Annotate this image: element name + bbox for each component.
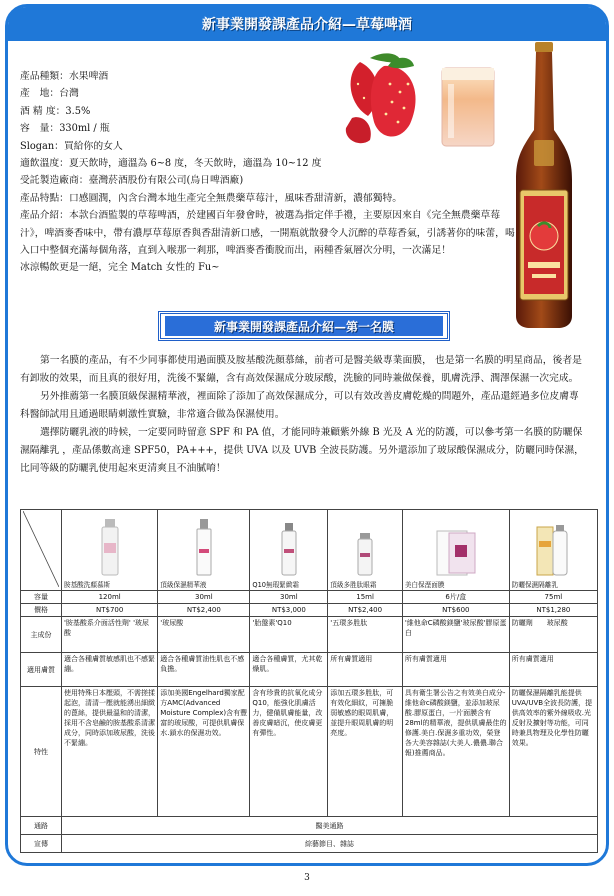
skin-row xyxy=(21,653,598,687)
corner-cell xyxy=(21,510,62,591)
row-label: 宣傳 xyxy=(21,835,62,853)
feature-cell: 含有珍貴的抗氧化成分Q10，能強化肌膚活力，健備肌膚能量，改善皮膚暗沉，使皮膚更有彈性。 xyxy=(250,687,328,817)
skin-cell: 所有膚質適用 xyxy=(328,653,403,687)
product-name: 頂級保濕精華液 xyxy=(160,581,207,589)
beer-type-value: 水果啤酒 xyxy=(68,71,109,82)
ingredient-cell: '玻尿酸 xyxy=(158,617,250,653)
ingredient-cell: '維他命C磷酸鎂鹽'玻尿酸'膠原蛋白 xyxy=(402,617,509,653)
page-title: 新事業開發課產品介紹—草莓啤酒 xyxy=(202,17,412,33)
page-title-banner xyxy=(8,7,606,41)
price-row xyxy=(21,604,598,617)
beer-intro-label: 產品介紹： xyxy=(20,210,69,222)
comparison-table-wrapper xyxy=(20,509,598,853)
volume-cell: 30ml xyxy=(250,591,328,604)
ingredient-row xyxy=(21,617,598,653)
product-cell xyxy=(402,510,509,591)
volume-cell: 15ml xyxy=(328,591,403,604)
page-number: 3 xyxy=(304,873,310,883)
beer-origin-value: 台灣 xyxy=(59,88,79,100)
beer-maker-label: 受託製造廠商： xyxy=(20,175,89,187)
ingredient-cell: '胎盤素'Q10 xyxy=(250,617,328,653)
section-banner xyxy=(158,311,450,341)
product-image xyxy=(252,513,325,577)
row-label: 通路 xyxy=(21,817,62,835)
product-cell xyxy=(509,510,597,591)
volume-cell: 75ml xyxy=(509,591,597,604)
feature-row xyxy=(21,687,598,817)
beer-alcohol-value: 3.5% xyxy=(65,105,91,117)
price-cell: NT$2,400 xyxy=(328,604,403,617)
skin-cell: 所有膚質適用 xyxy=(402,653,509,687)
section-title: 新事業開發課產品介紹—第一名膜 xyxy=(165,316,443,336)
promo-cell: 綜藝節目、雜誌 xyxy=(62,835,598,853)
beer-temp-value: 夏天飲時，適溫為 6~8 度，冬天飲時，適溫為 10~12 度 xyxy=(68,158,322,170)
product-image-row xyxy=(21,510,598,591)
channel-cell: 醫美通路 xyxy=(62,817,598,835)
feature-cell: 具有衛生署公告之有效美白成分-維他命c磷酸鎂鹽，並添加玻尿酸.膠原蛋白，一片面膜含有28ml的精華液，提供肌膚最佳的修護.美白.保濕多重功效，榮登各大美容雜誌(大美人.儂儂.聯合報)推薦商品。 xyxy=(402,687,509,817)
beer-feature-row xyxy=(20,190,540,207)
beer-origin-label: 產 地： xyxy=(20,88,60,100)
price-cell: NT$2,400 xyxy=(158,604,250,617)
beer-volume-label: 容 量： xyxy=(20,123,60,135)
beer-bottle-image xyxy=(508,40,580,330)
row-label: 價格 xyxy=(21,604,62,617)
comparison-table xyxy=(20,509,598,853)
volume-cell: 30ml xyxy=(158,591,250,604)
mask-paragraph-1: 第一名膜的產品，有不少同事都使用過面膜及胺基酸洗顏慕絲，前者可是醫美級專業面膜， 也是第一名膜的明星商品，後者是有卸妝的效果，而且真的很好用，洗後不緊繃，含有高效保濕成分玻尿酸，洗臉的同時兼做保養，肌膚洗淨、潤澤保濕一次完成。 xyxy=(20,355,582,384)
price-cell: NT$3,000 xyxy=(250,604,328,617)
feature-cell: 防曬保濕隔離乳能提供UVA/UVB全波長防護，提供高效率的紫外線吸收.光反射及擴射等功能，可同時兼具物理及化學性防曬效果。 xyxy=(509,687,597,817)
beer-alcohol-label: 酒 精 度： xyxy=(20,105,66,117)
strawberry-image xyxy=(340,44,430,154)
feature-cell: 添加五環多胜肽，可有效化細紋，可擁脆弱敏感的眼周肌膚，並提升眼周肌膚的明亮度。 xyxy=(328,687,403,817)
skin-cell: 適合各種膚質油性肌也不感負擔。 xyxy=(158,653,250,687)
feature-cell: 使用特殊日本壓頭，不需搓揉起泡，清清一壓就能湧出細緻的蓖絲，提供最溫和的清潔，採用不含皂鹼的胺基酸系清潔成分，同時添加玻尿酸，洗後不緊繃。 xyxy=(62,687,158,817)
beer-tagline: 冰涼暢飲更是一絕，完全 Match 女性的 Fu~ xyxy=(20,262,220,274)
product-image xyxy=(330,513,400,577)
beer-maker-value: 臺灣菸酒股份有限公司(烏日啤酒廠) xyxy=(88,175,244,187)
mask-description xyxy=(20,352,586,478)
mask-paragraph-3: 選擇防曬乳液的時候，一定要同時留意 SPF 和 PA 值，才能同時兼顧紫外線 B 光及 A 光的防護，可以參考第一名膜的防曬保濕隔離乳 ，產品係數高達 SPF50，PA+++，提供 UVA 以及 UVB 全波長防護。另外還添加了玻尿酸保濕成分，防曬同時保濕，比同等級的防曬乳使用起來更清爽且不油膩唷！ xyxy=(20,427,584,474)
row-label: 適用膚質 xyxy=(21,653,62,687)
volume-row xyxy=(21,591,598,604)
beer-intro-row xyxy=(20,207,520,259)
feature-cell: 添加美國Engelhard獨家配方AMC(Advanced Moisture Complex)含有豐富的玻尿酸，可提供肌膚保水.鎖水的保濕功效。 xyxy=(158,687,250,817)
row-label: 特性 xyxy=(21,687,62,817)
row-label: 容量 xyxy=(21,591,62,604)
product-name: 頂級多胜肽眼霜 xyxy=(330,581,377,589)
skin-cell: 適合各種膚質，尤其乾燥肌。 xyxy=(250,653,328,687)
channel-row xyxy=(21,817,598,835)
skin-cell: 適合各種膚質敏感肌也不感緊繃。 xyxy=(62,653,158,687)
beer-maker-row xyxy=(20,172,540,189)
mask-paragraph-2: 另外推薦第一名膜頂級保濕精華液，裡面除了添加了高效保濕成分，可以有效改善皮膚乾燥的問題外，產品還經過多位皮膚專科醫師試用且通過眼睛刺激性實驗，非常適合做為保濕使用。 xyxy=(20,391,579,420)
beer-temp-row xyxy=(20,155,540,172)
product-cell xyxy=(328,510,403,591)
price-cell: NT$1,280 xyxy=(509,604,597,617)
beer-slogan-label: Slogan： xyxy=(20,140,64,152)
product-cell xyxy=(250,510,328,591)
product-image xyxy=(160,513,247,577)
product-name: 防曬保濕隔離乳 xyxy=(511,581,558,589)
promo-row xyxy=(21,835,598,853)
beer-type-label: 產品種類： xyxy=(20,71,69,82)
ingredient-cell: '胺基酸系介面活性劑' '玻尿酸 xyxy=(62,617,158,653)
product-image xyxy=(64,513,155,577)
beer-feature-value: 口感圓潤，內含台灣本地生產完全無農藥草莓汁，風味香甜清新，濃郁獨特。 xyxy=(68,192,403,204)
corner-diagonal xyxy=(23,511,59,587)
row-label: 主成份 xyxy=(21,617,62,653)
beer-intro-value: 本款台酒監製的草莓啤酒，於建國百年發會時，被選為指定伴手禮，主要原因來自《完全無農藥草莓汁》，啤酒麥香味中，帶有濃厚草莓原香與香甜清新口感，一開瓶就散發令人沉醉的草莓香氣，引誘著你的味蕾，喝入口中整個充滿每個角落，直到入喉那一剎那，啤酒麥香衝脫而出，兩種香氣層次分明，一次滿足！ xyxy=(20,210,515,257)
product-name: Q10無瑕緊緻霜 xyxy=(252,581,299,589)
product-cell xyxy=(158,510,250,591)
product-name: 胺基酸洗顏慕斯 xyxy=(64,581,111,589)
product-image xyxy=(405,513,507,577)
product-image xyxy=(512,513,595,577)
price-cell: NT$600 xyxy=(402,604,509,617)
product-name: 美白保溼面膜 xyxy=(404,581,445,589)
ingredient-cell: 防曬劑 玻尿酸 xyxy=(509,617,597,653)
volume-cell: 120ml xyxy=(62,591,158,604)
beer-volume-value: 330ml / 瓶 xyxy=(59,123,110,135)
beer-glass-image xyxy=(432,62,504,150)
price-cell: NT$700 xyxy=(62,604,158,617)
beer-temp-label: 適飲溫度： xyxy=(20,158,69,170)
skin-cell: 所有膚質適用 xyxy=(509,653,597,687)
beer-feature-label: 產品特點： xyxy=(20,192,69,204)
volume-cell: 6片/盒 xyxy=(402,591,509,604)
ingredient-cell: '五環多胜肽 xyxy=(328,617,403,653)
beer-slogan-value: 買給你的女人 xyxy=(63,140,123,152)
product-cell xyxy=(62,510,158,591)
